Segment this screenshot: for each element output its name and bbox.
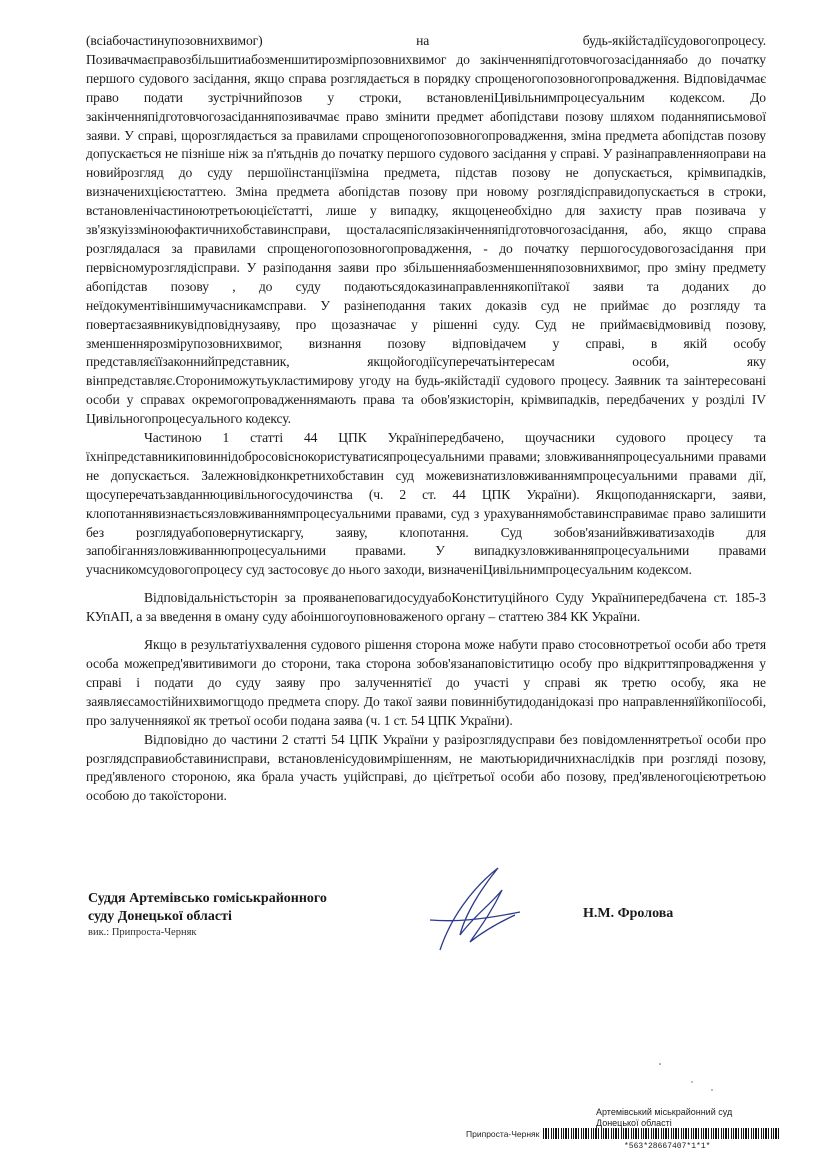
barcode — [543, 1128, 779, 1139]
judge-title — [88, 890, 327, 926]
handwritten-signature — [420, 860, 530, 960]
paragraph-3: Відповідальністьсторін за прояванеповагидосудуабоКонституційного Суду Українипередбачена ст. 185-3 КУпАП, а за введення в оману суду абоіншогоуповноваженого органу – статтею 384 КК України. — [86, 590, 766, 625]
scan-specks — [620, 1060, 740, 1100]
paragraph-1: (всіабочастинупозовнихвимог) на будь-якійстадіїсудовогопроцесу. Позивачмаєправозбільшитиабозменшитирозмірпозовнихвимог до закінченняпідготовчогозасіданняабо до початку першого судового засідання, якщо справа розглядається в порядку спрощеногопозовногопровадження. Відповідачмає право подати зустрічнийпозов у строки, встановленіЦивільнимпроцесуальним кодексом. До закінченняпідготовчогозасіданняпозивачмає право змінити предмет абопідстави позову шляхом поданняписьмової заяви. У справі, щорозглядається за правилами спрощеногопозовногопровадження, зміна предмета абопідстав позову допускається не пізніше ніж за п'ятьднів до початку першого судового засідання у справі. У разінаправленняоправи на новийрозгляд до суду першоїінстанціїзміна предмета, підстав позову не допускається, крімвипадків, визначенихцієюстаттею. Зміна предмета абопідстав позову при новому розглядісправидопускається в строки, встановленічастиноютретьоюцієїстатті, лише у випадку, якщоценеобхідно для захисту прав позивача у зв'язкуіззміноюфактичнихобставинсправи, щосталасяпіслязакінченняпідготовчогозасідання, або, якщо справа розглядалася за правилами спрощеногопозовногопровадження, - до початку першогосудовогозасідання при первісномурозглядісправи. У разіподання заяви про збільшенняабозменшенняпозовнихвимог, про зміну предмету абопідстав позову , до суду подаютьсядоказинаправленнякопіїтакої заяви та доданих до неїдокументівіншимучасникамсправи. У разінеподання таких доказів суд не приймає до розгляду та повертаєзаявникувідповіднузаяву, про щозазначає у рішенні суду. Суд не приймаєвідмовивід позову, зменшеннярозмірупозовнихвимог, визнання позову відповідачем у справі, в якій особу представляєїїзаконнийпредставник, якщойогодіїсуперечатьінтересам особи, яку вінпредставляє.Сторониможутьукластимирову угоду на будь-якійстадії судового процесу. Заявник та заінтересовані особи у справах окремогопровадженнямають права та обов'язкисторін, крімвипадків, передбачених у розділі IV Цивільногопроцесуального кодексу. — [86, 33, 766, 427]
stamp-line-1: Артемівський міськрайонний суд — [596, 1107, 733, 1117]
court-stamp — [596, 1107, 732, 1129]
barcode-number: *563*28667407*1*1* — [624, 1142, 711, 1151]
paragraph-5: Відповідно до частини 2 статті 54 ЦПК України у разірозглядусправи без повідомленнятретьої особи про розглядсправиобставинисправи, встановленісудовимрішенням, не маютьюридичнихнаслідків при розгляді позову, пред'явленого стороною, яка брала участь уційсправі, до цієїтретьої особи або позову, пред'явленогоцієютретьою особою до такоїсторони. — [86, 731, 766, 804]
paragraph-4: Якщо в результатіухвалення судового рішення сторона може набути право стосовнотретьої особи або третя особа можепред'явитивимоги до сторони, така сторона зобов'язанаповіститицю особу про відкриттяпровадження у справі і подати до суду заяву про залученнятієї до участі у справі як третю особу, яка не заявляєсамостійнихвимогщодо предмета спору. До такої заяви повиннібутидоданідоказі про направленняїйкопіїособі, про залученняякої як третьої особи подана заява (ч. 1 ст. 54 ЦПК України). — [86, 637, 766, 728]
judge-name: Н.М. Фролова — [583, 906, 674, 921]
executor-note: вик.: Припроста-Черняк — [88, 927, 197, 938]
footer-line — [466, 1128, 779, 1139]
paragraph-2: Частиною 1 статті 44 ЦПК Україніпередбачено, щоучасники судового процесу та їхніпредставникиповиннідобросовіснокористуватисяпроцесуальними правами; зловживанняпроцесуальними правами не допускається. Залежновідконкретнихобставин суд можевизнатизловживаннямпроцесуальними правами дії, щосуперечатьзавданнюцивільногосудочинства (ч. 2 ст. 44 ЦПК України). Якщоподанняскарги, заяви, клопотаннявизнаєтьсязловживаннямпроцесуальними правами, суд з урахуваннямобставинсправимає право залишити без розглядуабоповернутискаргу, заяву, клопотання. Суд зобов'язанийвживатизаходів для запобіганнязловживаннюпроцесуальними правами. У випадкузловживанняпроцесуальними правами учасникомсудовогопроцесу суд застосовує до нього заходи, визначеніЦивільнимпроцесуальним кодексом. — [86, 430, 766, 578]
judge-title-line-1: Суддя Артемівсько гоміськрайонного — [88, 891, 327, 906]
document-body — [86, 32, 766, 806]
footer-executor: Припроста-Черняк — [466, 1128, 540, 1139]
judge-title-line-2: суду Донецької області — [88, 909, 232, 924]
stamp-line-2: Донецької області — [596, 1118, 672, 1128]
